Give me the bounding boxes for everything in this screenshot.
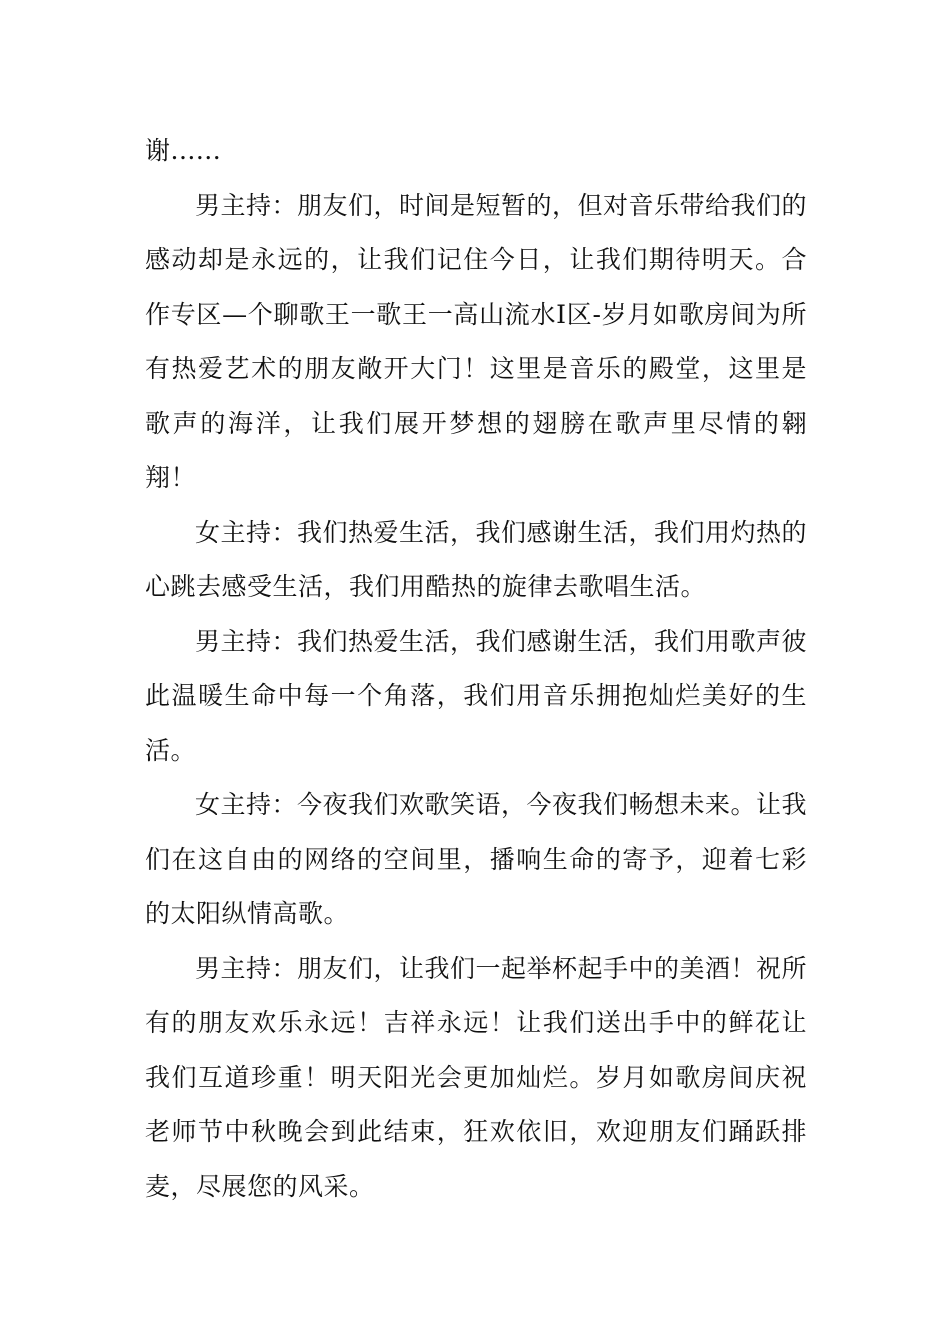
paragraph-female-host-1: 女主持：我们热爱生活，我们感谢生活，我们用灼热的心跳去感受生活，我们用酷热的旋律去歌唱生活。 bbox=[145, 517, 808, 601]
paragraph-male-host-3: 男主持：朋友们，让我们一起举杯起手中的美酒！祝所有的朋友欢乐永远！吉祥永远！让我们送出手中的鲜花让我们互道珍重！明天阳光会更加灿烂。岁月如歌房间庆祝老师节中秋晚会到此结束，狂欢依旧，欢迎朋友们踊跃排麦，尽展您的风采。 bbox=[145, 953, 808, 1201]
paragraph-continuation: 谢...... bbox=[145, 136, 222, 165]
paragraph-female-host-2: 女主持：今夜我们欢歌笑语，今夜我们畅想未来。让我们在这自由的网络的空间里，播响生命的寄予，迎着七彩的太阳纵情高歌。 bbox=[145, 790, 808, 928]
paragraph-male-host-2: 男主持：我们热爱生活，我们感谢生活，我们用歌声彼此温暖生命中每一个角落，我们用音乐拥抱灿烂美好的生活。 bbox=[145, 626, 808, 765]
paragraph-male-host-1: 男主持：朋友们，时间是短暂的，但对音乐带给我们的感动却是永远的，让我们记住今日，让我们期待明天。合作专区—个聊歌王一歌王一高山流水Ⅰ区-岁月如歌房间为所有热爱艺术的朋友敞开大门！这里是音乐的殿堂，这里是歌声的海洋，让我们展开梦想的翅膀在歌声里尽情的翱翔！ bbox=[145, 190, 808, 492]
document-page bbox=[145, 124, 807, 1214]
